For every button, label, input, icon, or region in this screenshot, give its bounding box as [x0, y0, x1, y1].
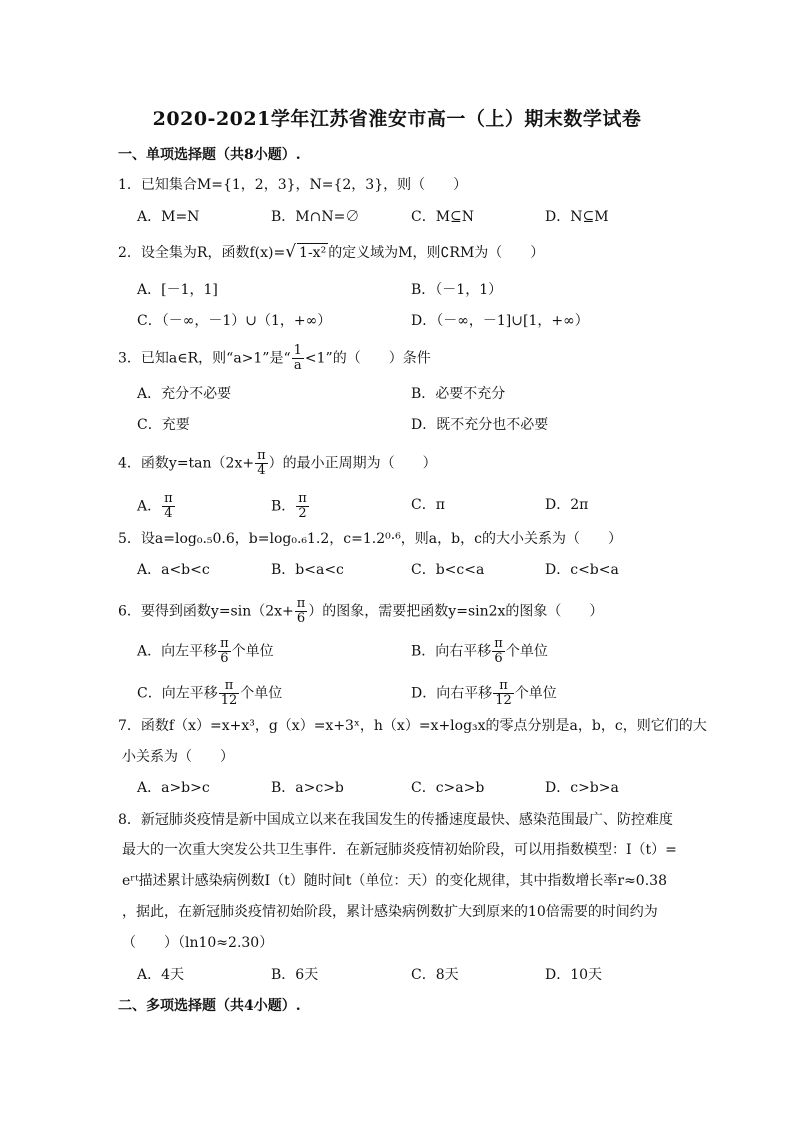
question-8-line-2: 最大的一次重大突发公共卫生事件．在新冠肺炎疫情初始阶段，可以用指数模型：I（t）=: [122, 842, 677, 858]
section-multiple-choice: 二、多项选择题（共4小题）.: [118, 998, 301, 1014]
q7-option-b: B．a>c>b: [271, 780, 344, 796]
q6-option-a: A．向左平移 $\frac{\pi}{6}$ 个单位: [137, 636, 274, 666]
q2-option-c: C．（－∞，－1）∪（1，+∞）: [137, 313, 332, 329]
q6-option-b: B．向右平移 $\frac{\pi}{6}$ 个单位: [411, 636, 548, 666]
question-8-line-5: （ ）（ln10≈2.30）: [122, 935, 274, 951]
question-1: 1．已知集合M={1，2，3}，N={2，3}，则（ ）: [118, 177, 468, 193]
q7-option-c: C．c>a>b: [411, 780, 485, 796]
q6-option-d: D．向右平移 $\frac{\pi}{12}$ 个单位: [411, 678, 557, 708]
q1-option-c: C．M⊆N: [411, 209, 475, 225]
question-8-line-1: 8．新冠肺炎疫情是新中国成立以来在我国发生的传播速度最快、感染范围最广、防控难度: [118, 812, 673, 828]
q4-option-b: B． $\frac{\pi}{2}$: [271, 491, 307, 521]
q1-option-b: B．M∩N=∅: [271, 209, 360, 225]
section-single-choice: 一、单项选择题（共8小题）.: [118, 147, 301, 163]
q8-option-d: D．10天: [545, 967, 603, 983]
q5-option-d: D．c<b<a: [545, 562, 619, 578]
q8-option-b: B．6天: [271, 967, 319, 983]
q8-option-c: C．8天: [411, 967, 459, 983]
q3-option-a: A．充分不必要: [137, 386, 232, 402]
q1-option-d: D．N⊆M: [545, 209, 609, 225]
q6-option-c: C．向左平移 $\frac{\pi}{12}$ 个单位: [137, 678, 283, 708]
question-3: 3．已知a∈R，则“a>1”是“ $\frac{1}{a}$ <1”的（ ）条件: [118, 343, 431, 373]
question-5: 5．设a=log₀.₅0.6，b=log₀.₆1.2，c=1.2⁰·⁶，则a，b，c的大小关系为（ ）: [118, 531, 622, 547]
question-2: 2．设全集为R，函数f(x)=√ 1-x² 的定义域为M，则∁RM为（ ）: [118, 242, 545, 262]
q3-option-b: B．必要不充分: [411, 386, 506, 402]
q4-option-a: A． $\frac{\pi}{4}$: [137, 491, 173, 521]
question-7-line-1: 7．函数f（x）=x+x³，g（x）=x+3ˣ，h（x）=x+log₃x的零点分别是a，b，c，则它们的大: [118, 718, 707, 734]
question-7-line-2: 小关系为（ ）: [122, 749, 234, 765]
question-6: 6．要得到函数y=sin（2x+ $\frac{\pi}{6}$ ）的图象，需要把函数y=sin2x的图象（ ）: [118, 596, 604, 626]
q5-option-c: C．b<c<a: [411, 562, 485, 578]
q4-option-d: D．2π: [545, 497, 589, 513]
question-8-line-4: ，据此，在新冠肺炎疫情初始阶段，累计感染病例数扩大到原来的10倍需要的时间约为: [122, 904, 658, 920]
q5-option-a: A．a<b<c: [137, 562, 210, 578]
q7-option-a: A．a>b>c: [137, 780, 210, 796]
q1-option-a: A．M=N: [137, 209, 200, 225]
q8-option-a: A．4天: [137, 967, 185, 983]
q2-option-d: D．（－∞，－1]∪[1，+∞）: [411, 313, 589, 329]
q5-option-b: B．b<a<c: [271, 562, 344, 578]
q2-option-b: B．（－1，1）: [411, 282, 503, 298]
q7-option-d: D．c>b>a: [545, 780, 619, 796]
q4-option-c: C．π: [411, 497, 445, 513]
q2-option-a: A．[－1，1]: [137, 282, 218, 298]
q3-option-c: C．充要: [137, 417, 190, 433]
exam-title: 2020-2021学年江苏省淮安市高一（上）期末数学试卷: [152, 108, 642, 130]
question-8-line-3: eʳᵗ描述累计感染病例数I（t）随时间t（单位：天）的变化规律，其中指数增长率r≈0.38: [122, 873, 667, 889]
q3-option-d: D．既不充分也不必要: [411, 417, 549, 433]
question-4: 4．函数y=tan（2x+ $\frac{\pi}{4}$ ）的最小正周期为（ ）: [118, 448, 437, 478]
